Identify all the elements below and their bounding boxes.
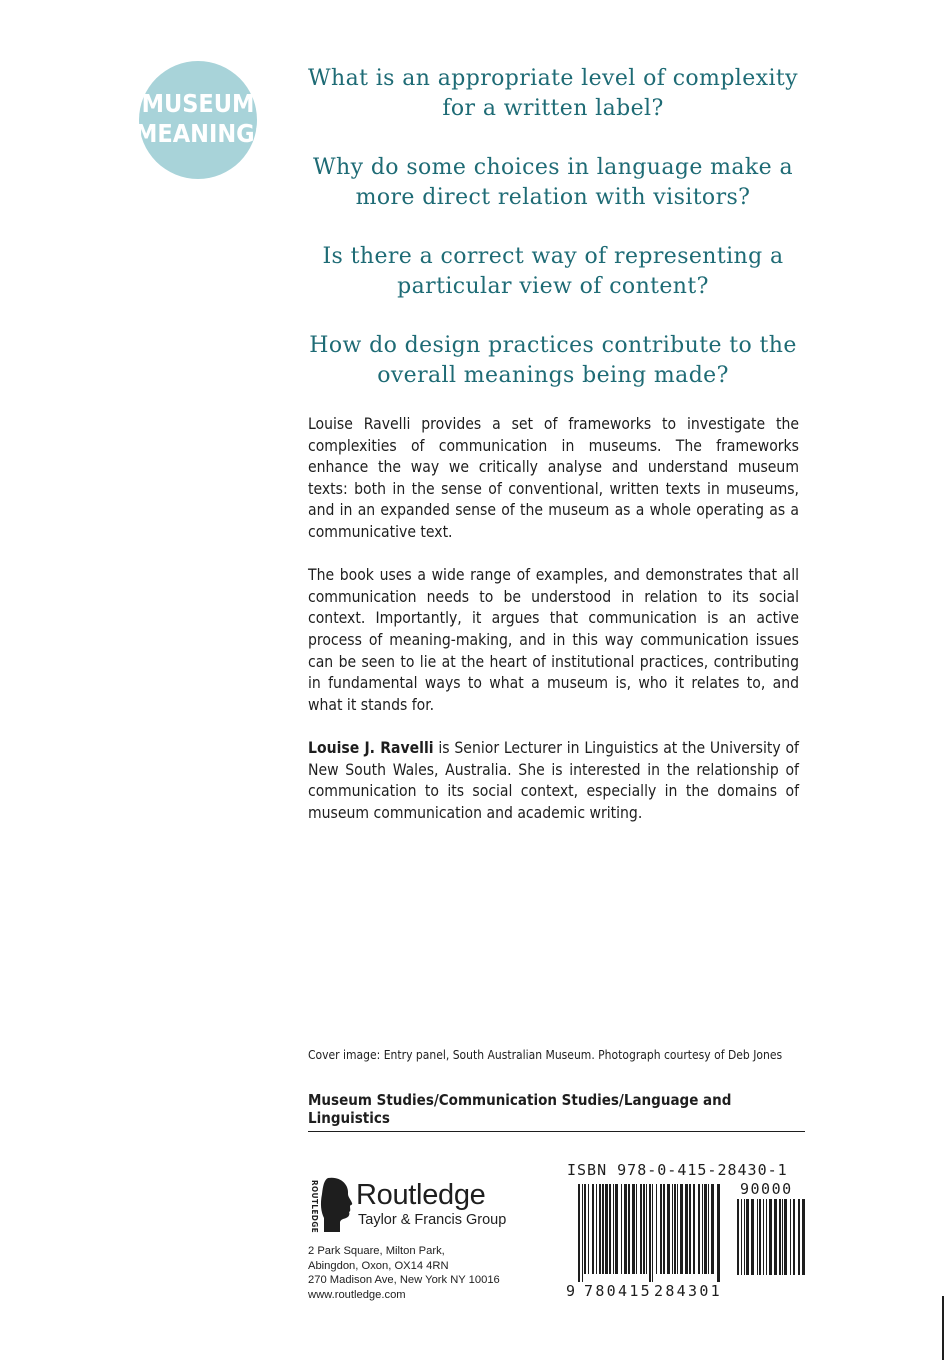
ean-left-digits: 780415 — [584, 1282, 652, 1300]
barcode-bar — [636, 1184, 637, 1274]
question-3: Is there a correct way of representing a particular view of content? — [322, 244, 784, 299]
barcode-bar — [663, 1184, 665, 1274]
barcode-bar — [717, 1184, 720, 1282]
barcode-addon-icon — [737, 1199, 807, 1283]
barcode-bar — [704, 1184, 707, 1274]
barcode-bar — [751, 1199, 754, 1275]
barcode-bar — [588, 1184, 589, 1274]
barcode-bar — [609, 1184, 611, 1274]
barcode-bar — [640, 1184, 642, 1274]
ean-right-digits: 284301 — [654, 1282, 722, 1300]
barcode-bar — [782, 1199, 783, 1275]
barcode-bar — [680, 1184, 683, 1274]
routledge-head-icon — [320, 1176, 354, 1234]
author-bio-paragraph — [308, 738, 799, 824]
barcode-bar — [746, 1199, 749, 1275]
barcode-bar — [674, 1184, 676, 1274]
barcode-bar — [624, 1184, 627, 1274]
barcode-bar — [621, 1184, 622, 1274]
barcode-bar — [763, 1199, 764, 1275]
publisher-name: Routledge — [356, 1179, 486, 1211]
question-1: What is an appropriate level of complexity for a written label? — [308, 66, 798, 121]
barcode-bar — [602, 1184, 604, 1274]
barcode-bar — [711, 1184, 714, 1274]
edge-mark — [942, 1296, 944, 1360]
barcode-bar — [790, 1199, 791, 1275]
barcode-bar — [757, 1199, 758, 1275]
barcode-bar — [802, 1199, 805, 1275]
question-4: How do design practices contribute to the overall meanings being made? — [309, 333, 797, 388]
barcode-bar — [774, 1199, 777, 1275]
address-line-1: 2 Park Square, Milton Park, — [308, 1245, 445, 1257]
address-line-3: 270 Madison Ave, New York NY 10016 — [308, 1274, 500, 1286]
barcode-bar — [672, 1184, 673, 1274]
barcode-bar — [584, 1184, 586, 1274]
barcode-bar — [702, 1184, 703, 1274]
barcode-bar — [649, 1184, 651, 1282]
address-line-2: Abingdon, Oxon, OX14 4RN — [308, 1259, 449, 1272]
barcode-bar — [708, 1184, 709, 1274]
questions-block — [305, 64, 801, 420]
barcode-bar — [685, 1184, 688, 1274]
blurb — [308, 414, 799, 846]
address-website: www.routledge.com — [308, 1288, 406, 1301]
blurb-paragraph-2: The book uses a wide range of examples, and demonstrates that all communication needs to be understood in relation to its social context. Importantly, it argues that communication is an active process of meaning-making, and in this way communication issues can be seen to lie at the heart of institutional practices, contributing in fundamental ways to what a museum is, who it relates to, and what it stands for. — [308, 566, 799, 714]
routledge-logo — [306, 1176, 526, 1236]
barcode-bar — [632, 1184, 635, 1274]
cover-credit: Cover image: Entry panel, South Australian Museum. Photograph courtesy of Deb Jones — [308, 1048, 783, 1062]
barcode-main-icon — [578, 1184, 722, 1282]
museum-meanings-logo — [135, 61, 271, 179]
barcode-bar — [656, 1184, 657, 1274]
blurb-paragraph-1: Louise Ravelli provides a set of frameworks to investigate the complexities of communication in museums. The frameworks enhance the way we critically analyse and understand museum texts: both in the sense of conventional, written texts in museums, and in an expanded sense of the museum as a whole operating as a communicative text. — [308, 415, 799, 541]
barcode-bar — [582, 1184, 583, 1282]
barcode-bar — [698, 1184, 700, 1274]
barcode-bar — [741, 1199, 742, 1275]
barcode-bar — [793, 1199, 795, 1275]
logo-line-1: MUSEUM — [141, 89, 255, 118]
barcode-bar — [613, 1184, 614, 1274]
publisher-group: Taylor & Francis Group — [358, 1212, 507, 1228]
barcode-bar — [784, 1199, 787, 1275]
barcode-bar — [652, 1184, 653, 1282]
barcode-bar — [660, 1184, 662, 1274]
barcode-bar — [592, 1184, 594, 1274]
question-2: Why do some choices in language make a more direct relation with visitors? — [313, 155, 793, 210]
barcode-bar — [677, 1184, 678, 1274]
barcode-bar — [737, 1199, 739, 1275]
subject-categories: Museum Studies/Communication Studies/Language and Linguistics — [308, 1091, 732, 1127]
barcode-bar — [578, 1184, 580, 1282]
routledge-vertical-text: ROUTLEDGE — [310, 1180, 319, 1234]
barcode-bar — [759, 1199, 761, 1275]
barcode-bar — [693, 1184, 695, 1274]
barcode-bar — [744, 1199, 745, 1275]
barcode-bar — [779, 1199, 781, 1275]
logo-line-2: MEANINGS — [135, 119, 271, 148]
author-name: Louise J. Ravelli — [308, 738, 434, 757]
barcode-addon-digits: 90000 — [740, 1180, 793, 1198]
publisher-address — [308, 1244, 568, 1302]
barcode-bar — [667, 1184, 670, 1274]
barcode-bar — [628, 1184, 630, 1274]
barcode-bar — [646, 1184, 647, 1274]
barcode-bar — [769, 1199, 772, 1275]
divider — [308, 1131, 805, 1132]
ean-first-digit: 9 — [566, 1282, 576, 1300]
barcode-bar — [643, 1184, 645, 1274]
barcode-bar — [798, 1199, 800, 1275]
barcode-bar — [615, 1184, 618, 1274]
author-bio: is Senior Lecturer in Linguistics at the University of New South Wales, Australia. She is interested in the relationship of communication to its social context, especially in the domains of museum communication and academic writing. — [308, 738, 799, 822]
barcode-bar — [599, 1184, 601, 1274]
barcode-bar — [605, 1184, 608, 1274]
barcode-bar — [596, 1184, 597, 1274]
barcode-bar — [689, 1184, 691, 1274]
barcode-bar — [766, 1199, 767, 1275]
isbn-label: ISBN 978-0-415-28430-1 — [567, 1161, 788, 1179]
